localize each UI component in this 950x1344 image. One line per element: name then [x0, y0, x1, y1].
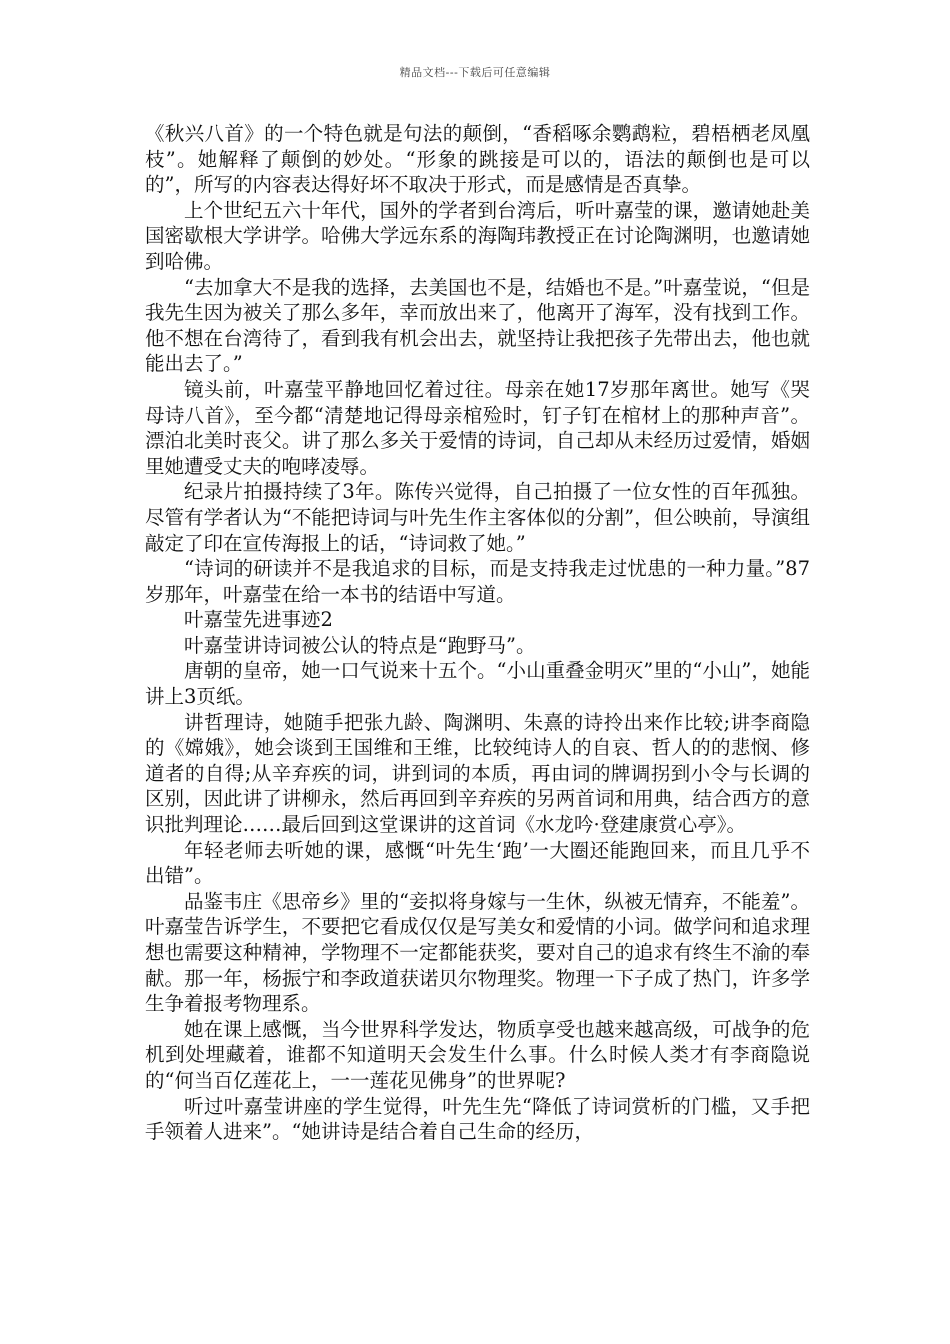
- document-body: [145, 121, 810, 1145]
- paragraph: 唐朝的皇帝，她一口气说来十五个。“小山重叠金明灭”里的“小山”，她能讲上3页纸。: [145, 659, 810, 709]
- paragraph: 年轻老师去听她的课，感慨“叶先生‘跑’一大圈还能跑回来，而且几乎不出错”。: [145, 838, 810, 888]
- paragraph: 纪录片拍摄持续了3年。陈传兴觉得，自己拍摄了一位女性的百年孤独。尽管有学者认为“不能把诗词与叶先生作主客体似的分割”，但公映前，导演组敲定了印在宣传海报上的话，“诗词救了她。”: [145, 480, 810, 555]
- paragraph: 听过叶嘉莹讲座的学生觉得，叶先生先“降低了诗词赏析的门槛，又手把手领着人进来”。“她讲诗是结合着自己生命的经历，: [145, 1094, 810, 1144]
- paragraph: 讲哲理诗，她随手把张九龄、陶渊明、朱熹的诗拎出来作比较;讲李商隐的《嫦娥》，她会谈到王国维和王维，比较纯诗人的自哀、哲人的的悲悯、修道者的自得;从辛弃疾的词，讲到词的本质，再由词的牌调拐到小令与长调的区别，因此讲了讲柳永，然后再回到辛弃疾的另两首词和用典，结合西方的意识批判理论……最后回到这堂课讲的这首词《水龙吟·登建康赏心亭》。: [145, 710, 810, 837]
- paragraph: 叶嘉莹讲诗词被公认的特点是“跑野马”。: [184, 633, 536, 657]
- page-header: 精品文档---下载后可任意编辑: [399, 66, 551, 79]
- paragraph: 叶嘉莹先进事迹2: [184, 608, 333, 632]
- paragraph: 镜头前，叶嘉莹平静地回忆着过往。母亲在她17岁那年离世。她写《哭母诗八首》，至今都“清楚地记得母亲棺殓时，钉子钉在棺材上的那种声音”。漂泊北美时丧父。讲了那么多关于爱情的诗词，自己却从未经历过爱情，婚姻里她遭受丈夫的咆哮凌辱。: [145, 377, 810, 478]
- paragraph: 上个世纪五六十年代，国外的学者到台湾后，听叶嘉莹的课，邀请她赴美国密歇根大学讲学。哈佛大学远东系的海陶玮教授正在讨论陶渊明，也邀请她到哈佛。: [145, 198, 810, 273]
- paragraph: “诗词的研读并不是我追求的目标，而是支持我走过忧患的一种力量。”87岁那年，叶嘉莹在给一本书的结语中写道。: [145, 557, 810, 606]
- paragraph: 《秋兴八首》的一个特色就是句法的颠倒，“香稻啄余鹦鹉粒，碧梧栖老凤凰枝”。她解释了颠倒的妙处。“形象的跳接是可以的，语法的颠倒也是可以的”，所写的内容表达得好坏不取决于形式，而是感情是否真挚。: [145, 122, 810, 197]
- paragraph: 品鉴韦庄《思帝乡》里的“妾拟将身嫁与一生休，纵被无情弃，不能羞”。叶嘉莹告诉学生，不要把它看成仅仅是写美女和爱情的小词。做学问和追求理想也需要这种精神，学物理不一定都能获奖，要对自己的追求有终生不渝的奉献。那一年，杨振宁和李政道获诺贝尔物理奖。物理一下子成了热门，许多学生争着报考物理系。: [145, 889, 810, 1016]
- paragraph: “去加拿大不是我的选择，去美国也不是，结婚也不是。”叶嘉莹说，“但是我先生因为被关了那么多年，幸而放出来了，他离开了海军，没有找到工作。他不想在台湾待了，看到我有机会出去，就坚持让我把孩子先带出去，他也就能出去了。”: [145, 275, 810, 376]
- paragraph: 她在课上感慨，当今世界科学发达，物质享受也越来越高级，可战争的危机到处埋藏着，谁都不知道明天会发生什么事。什么时候人类才有李商隐说的“何当百亿莲花上，一一莲花见佛身”的世界呢?: [145, 1017, 810, 1092]
